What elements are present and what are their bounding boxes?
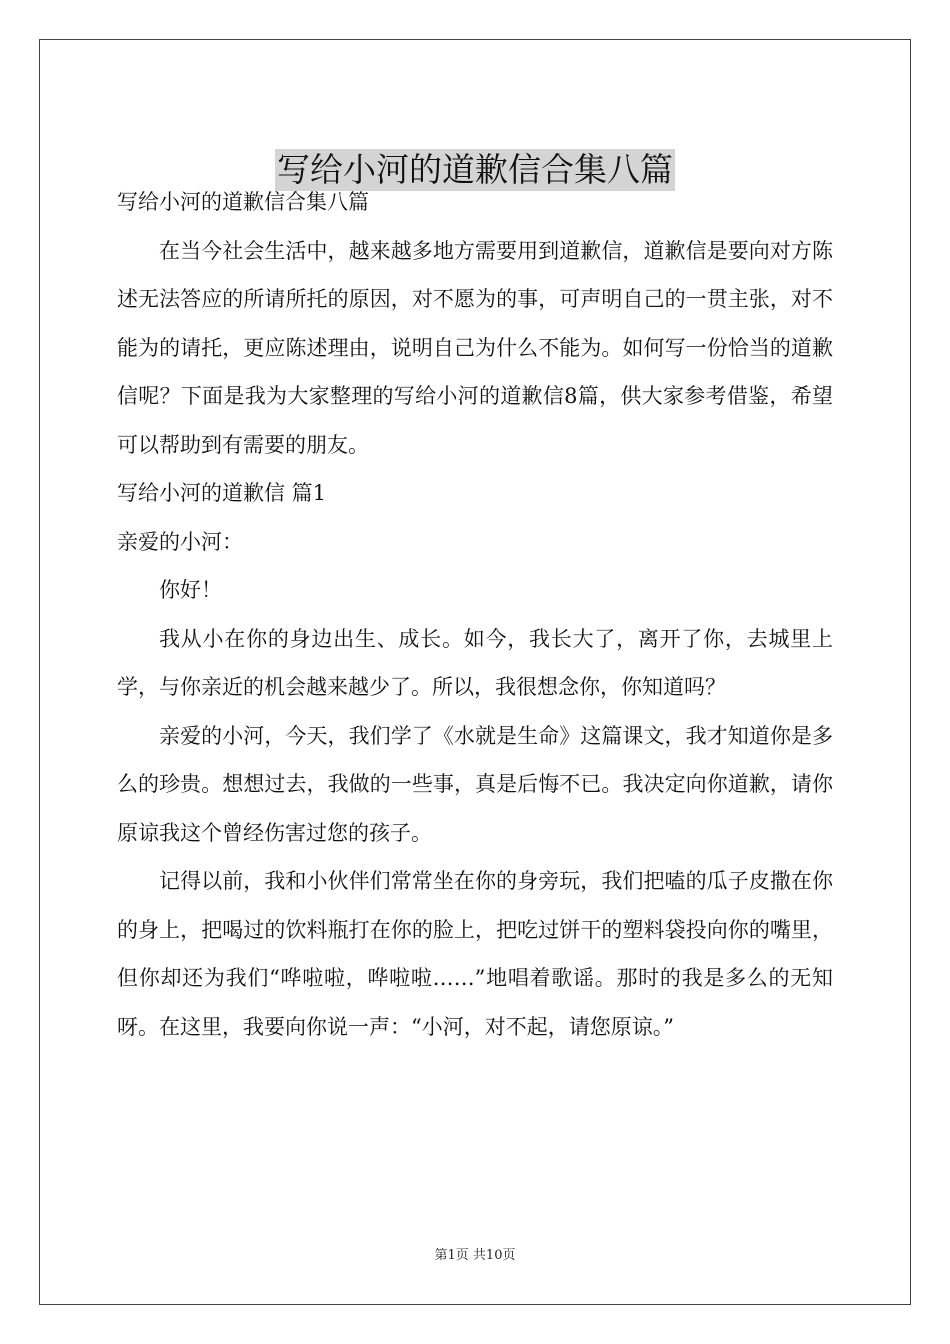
document-title: 写给小河的道歉信合集八篇 bbox=[277, 150, 673, 190]
body-paragraph-2: 亲爱的小河，今天，我们学了《水就是生命》这篇课文，我才知道你是多么的珍贵。想想过去，我做的一些事，真是后悔不已。我决定向你道歉，请你原谅我这个曾经伤害过您的孩子。 bbox=[117, 723, 833, 845]
intro-paragraph: 在当今社会生活中，越来越多地方需要用到道歉信，道歉信是要向对方陈述无法答应的所请所托的原因，对不愿为的事，可声明自己的一贯主张，对不能为的请托，更应陈述理由，说明自己为什么不能为。如何写一份恰当的道歉信呢？下面是我为大家整理的写给小河的道歉信8篇，供大家参考借鉴，希望可以帮助到有需要的朋友。 bbox=[117, 238, 833, 457]
body-paragraph-1: 我从小在你的身边出生、成长。如今，我长大了，离开了你，去城里上学，与你亲近的机会越来越少了。所以，我很想念你，你知道吗？ bbox=[117, 626, 833, 699]
greeting: 你好！ bbox=[159, 578, 222, 602]
page-footer: 第1页 共10页 bbox=[434, 1248, 516, 1263]
body-paragraph-3: 记得以前，我和小伙伴们常常坐在你的身旁玩，我们把嗑的瓜子皮撒在你的身上，把喝过的饮料瓶打在你的脸上，把吃过饼干的塑料袋投向你的嘴里，但你却还为我们“哗啦啦，哗啦啦……”地唱着歌谣。那时的我是多么的无知呀。在这里，我要向你说一声：“小河，对不起，请您原谅。” bbox=[117, 869, 833, 1039]
document-body bbox=[117, 178, 833, 1051]
salutation: 亲爱的小河： bbox=[117, 529, 243, 554]
section-heading: 写给小河的道歉信 篇1 bbox=[117, 481, 327, 505]
subtitle: 写给小河的道歉信合集八篇 bbox=[117, 190, 369, 214]
